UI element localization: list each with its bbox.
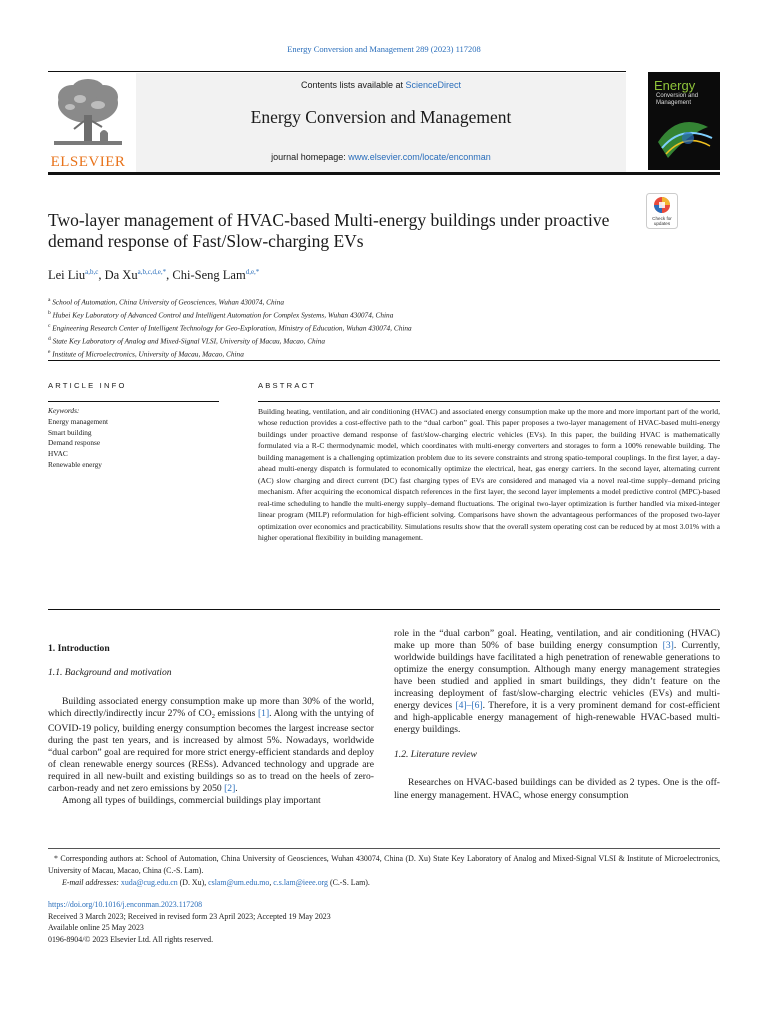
citation-link[interactable]: [2] [224, 783, 236, 795]
author-affil-marks[interactable]: a,b,c [85, 268, 99, 276]
front-matter-rule [48, 360, 720, 361]
body-text: . [235, 783, 238, 795]
body-paragraph: Among all types of buildings, commercial buildings play important [62, 795, 321, 807]
masthead-top-rule [48, 71, 626, 72]
citation-link[interactable]: [4]–[6] [455, 700, 483, 712]
affiliation-mark: b [48, 309, 51, 316]
affiliation-item [48, 321, 728, 334]
cover-title: Energy [654, 78, 696, 93]
affiliation-text: Engineering Research Center of Intelligent Technology for Geo-Exploration, Ministry of Education, Wuhan 430074, China [52, 323, 412, 333]
doi-link[interactable]: https://doi.org/10.1016/j.enconman.2023.117208 [48, 900, 203, 909]
citation-link[interactable]: [3] [662, 640, 674, 652]
affiliation-text: Institute of Microelectronics, University of Macau, Macao, China [52, 349, 244, 359]
article-meta [48, 899, 331, 945]
affiliation-mark: d [48, 335, 51, 342]
subscript: 2 [211, 713, 215, 721]
body-column-right [394, 628, 720, 802]
elsevier-tree-logo [48, 77, 128, 170]
author-name[interactable]: Chi-Seng Lam [172, 268, 246, 282]
keyword-item: HVAC [48, 449, 68, 459]
copyright: 0196-8904/© 2023 Elsevier Ltd. All rights reserved. [48, 934, 214, 944]
journal-masthead [48, 73, 720, 173]
keyword-item: Demand response [48, 438, 101, 448]
crossmark-label-2: updates [653, 221, 671, 226]
abstract-rule [258, 401, 720, 402]
online-date: Available online 25 May 2023 [48, 923, 144, 932]
affiliation-text: Hubei Key Laboratory of Advanced Control and Intelligent Automation for Complex Systems, Wuhan 430074, China [52, 310, 394, 320]
received-dates: Received 3 March 2023; Received in revised form 23 April 2023; Accepted 19 May 2023 [48, 911, 331, 921]
article-info-rule [48, 401, 219, 402]
masthead-center-band [136, 73, 626, 173]
email-link[interactable]: c.s.lam@ieee.org [273, 877, 328, 887]
cover-subtitle: Conversion and Management [656, 93, 699, 106]
masthead-bottom-rule [48, 172, 720, 175]
affiliation-item [48, 347, 728, 360]
crossmark-icon[interactable] [646, 193, 678, 229]
citation-link[interactable]: [1] [257, 708, 270, 720]
homepage-prefix: journal homepage: [271, 152, 349, 162]
body-text: emissions [214, 708, 258, 720]
journal-homepage-link[interactable]: www.elsevier.com/locate/enconman [348, 152, 491, 162]
email-link[interactable]: xuda@cug.edu.cn [120, 877, 178, 887]
journal-cover-image[interactable] [648, 72, 720, 170]
body-text: . Currently, worldwide buildings have facilitated a high penetration of renewable generations to optimize the energy consumption. Although many energy management strategies have been studied and applied in smart buildings, they didn’t feature on the increasing deployment of fast/slow-charging electric vehicles (EVs) and multi-energy devices [394, 640, 720, 712]
body-paragraph [48, 696, 374, 795]
author-separator: , [98, 268, 105, 282]
body-paragraph [394, 628, 720, 736]
email-label: E-mail addresses: [62, 877, 119, 887]
email-line [48, 877, 720, 889]
running-head[interactable]: Energy Conversion and Management 289 (2023) 117208 [287, 44, 481, 54]
author-affil-marks[interactable]: d,e,* [245, 268, 260, 276]
author-affil-marks[interactable]: a,b,c,d,e,* [137, 268, 167, 276]
affiliation-item [48, 308, 728, 321]
affiliation-mark: a [48, 297, 51, 303]
affiliation-mark: c [48, 322, 51, 329]
affiliation-text: State Key Laboratory of Analog and Mixed-Signal VLSI, University of Macau, Macao, China [52, 336, 326, 346]
body-paragraph: Researches on HVAC-based buildings can be divided as 2 types. One is the off-line energy management. HVAC, whose energy consumption [394, 777, 720, 801]
email-separator: , [269, 877, 274, 887]
author-list [48, 268, 259, 283]
footnote [48, 853, 720, 888]
abstract-text: Building heating, ventilation, and air conditioning (HVAC) and associated energy consumption make up the more and more important part of the world, whose reduction provides a cost-effective path to the “dual carbon” goal. This paper proposes a two-layer management of HVAC-based multi-energy buildings under proactive demand response of fast/slow-charging electric vehicles (EVs). In this paper, the building HVAC is mathematically formulated via a R-C thermodynamic model, which coordinates with multi-energy converters and storages to form a 100% renewable building. The building management is a challenging optimization problem due to its severe constraints and strong spatio-temporal couplings. In the first layer, a day-ahead multi-energy dispatch is formulated to economically optimize the electrical, heat, gas energy carriers. In the second layer, alternating current (AC) slow charging and direct current (DC) fast charging types of EVs are considered and managed via a novel real-time supply–demand pricing mechanism. After acquiring the economical dispatch references in the first layer, the second layer implements a model predictive control (MPC)-based real-time scheduling to handle the multi-energy supply–demand fluctuations. The original two-layer optimization is further handled via mixed-integer linear program (MILP) reformulation for high-efficient solving. Comparisons have shown the advantageous performances of the proposed two-layer optimization over economics and practicability. Simulations results show that the overall system operating cost can be reduced by at most 3.01% with a higher operational flexibility in building management. [258, 407, 720, 542]
keyword-item: Energy management [48, 417, 109, 426]
affiliation-item [48, 334, 728, 347]
subsection-heading: 1.2. Literature review [394, 749, 477, 761]
contents-prefix: Contents lists available at [300, 80, 406, 90]
homepage-line [136, 152, 626, 162]
subsection-heading: 1.1. Background and motivation [48, 667, 172, 679]
footnote-rule [48, 848, 720, 849]
author-separator: , [166, 268, 173, 282]
crossmark-label-1: Check for [652, 216, 672, 221]
body-text: . Therefore, it is a very prominent demand for cost-efficient and high-applicable energy management of high-renewable HVAC-based multi-energy buildings. [394, 700, 720, 736]
body-text: . Along with the untying of COVID-19 policy, building energy consumption becomes the largest increase sector during the past ten years, and is increased by almost 5%. Nowadays, worldwide “dual carbon” goal are required for more strict energy-efficient standards and deploy of clean renewable energy sources (RESs). Advanced technology and upgrade are required in all new-built and existing buildings so as to tread on the heels of zero-carbon-ready and net zero emissions by 2050 [48, 708, 374, 795]
author-name[interactable]: Lei Liu [48, 268, 86, 282]
contents-line [136, 80, 626, 90]
body-text: role in the “dual carbon” goal. Heating, ventilation, and air conditioning (HVAC) make up more than 50% of base building energy consumption [394, 628, 720, 652]
publisher-name: ELSEVIER [50, 154, 126, 170]
email-link[interactable]: cslam@um.edu.mo [208, 877, 270, 887]
affiliation-item [48, 295, 728, 308]
keywords-list [48, 417, 108, 471]
keyword-item: Renewable energy [48, 459, 102, 469]
author-name[interactable]: Da Xu [104, 268, 138, 282]
sciencedirect-link[interactable]: ScienceDirect [405, 80, 462, 90]
keyword-item: Smart building [48, 427, 92, 437]
body-column-left [48, 643, 374, 808]
email-owner: (D. Xu), [177, 877, 209, 887]
article-title: Two-layer management of HVAC-based Multi-energy buildings under proactive demand response of Fast/Slow-charging EVs [48, 210, 610, 251]
email-owner: (C.-S. Lam). [327, 877, 370, 887]
abstract-bottom-rule [48, 609, 720, 610]
corresponding-author-note: * Corresponding authors at: School of Automation, China University of Geosciences, Wuhan 430074, China (D. Xu) State Key Laboratory of Analog and Mixed-Signal VLSI & Institute of Microelectronics, University of Macau, Macao, China (C.-S. Lam). [48, 854, 720, 875]
section-heading: 1. Introduction [48, 643, 110, 654]
affiliations [48, 295, 728, 360]
abstract-heading: ABSTRACT [258, 381, 317, 390]
keywords-label: Keywords: [48, 406, 80, 415]
journal-title: Energy Conversion and Management [250, 107, 512, 127]
article-info-heading: ARTICLE INFO [48, 381, 127, 390]
affiliation-mark: e [48, 348, 51, 355]
affiliation-text: School of Automation, China University of Geosciences, Wuhan 430074, China [52, 297, 285, 307]
body-text: Building associated energy consumption make up more than 30% of the world, which directly/indirectly incur 27% of CO [48, 696, 374, 720]
